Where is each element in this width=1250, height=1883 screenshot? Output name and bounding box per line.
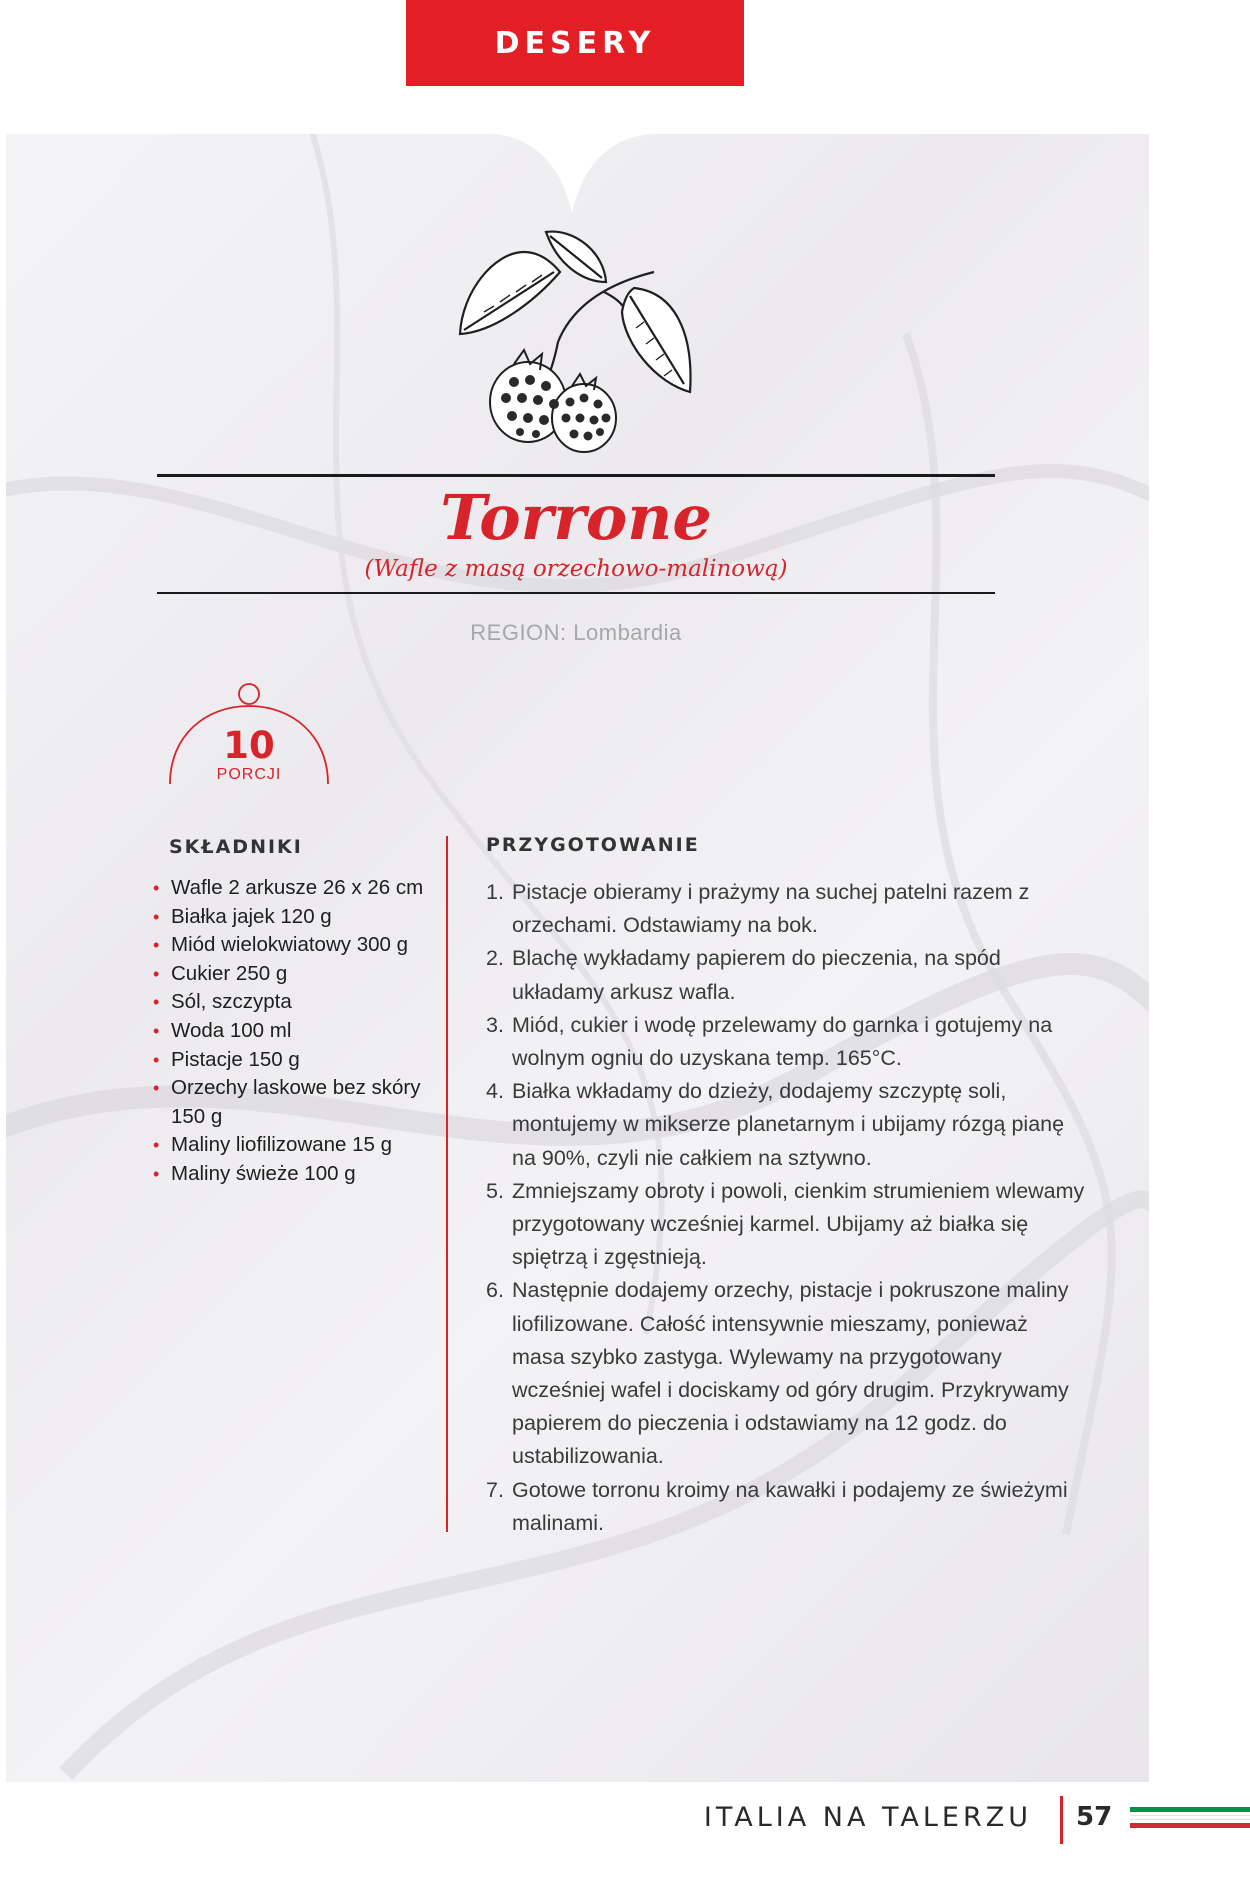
step-item: [486, 1009, 1086, 1075]
ingredient-item: • Pistacje 150 g: [150, 1046, 440, 1075]
step-item: [486, 876, 1086, 942]
ingredient-item: • Woda 100 ml: [150, 1017, 440, 1046]
ingredient-item: • Maliny liofilizowane 15 g: [150, 1131, 440, 1160]
section-tab: [406, 0, 744, 86]
recipe-title: Torrone: [440, 481, 712, 554]
portions-badge: [166, 680, 332, 790]
portions-label: PORCJI: [216, 766, 282, 783]
ingredient-item: • Cukier 250 g: [150, 960, 440, 989]
step-item: [486, 1274, 1086, 1473]
step-number: 3.: [486, 1012, 504, 1037]
flag-stripe-red: [1130, 1823, 1250, 1828]
preparation-steps: [486, 876, 1086, 1540]
ingredient-item: • Miód wielokwiatowy 300 g: [150, 931, 440, 960]
ingredient-item: • Orzechy laskowe bez skóry 150 g: [150, 1074, 440, 1131]
ingredient-item: • Maliny świeże 100 g: [150, 1160, 440, 1189]
ingredient-item: • Białka jajek 120 g: [150, 903, 440, 932]
portions-count: 10: [223, 724, 275, 767]
step-item: [486, 942, 1086, 1008]
recipe-subtitle: (Wafle z masą orzechowo-malinową): [364, 556, 788, 582]
step-text: Następnie dodajemy orzechy, pistacje i pokruszone maliny liofilizowane. Całość intensywnie mieszamy, ponieważ masa szybko zastyga. Wylewamy na przygotowany wcześniej wafel i dociskamy od góry drugim. Przykrywamy papierem do pieczenia i odstawiamy na 12 godz. do ustabilizowania.: [512, 1278, 1069, 1469]
step-number: 4.: [486, 1079, 504, 1104]
column-divider: [446, 836, 448, 1532]
italian-flag-stripes: [1130, 1807, 1250, 1831]
ingredients-heading: SKŁADNIKI: [169, 836, 303, 858]
step-item: [486, 1175, 1086, 1275]
ingredients-list: [150, 874, 440, 1189]
step-text: Zmniejszamy obroty i powoli, cienkim strumieniem wlewamy przygotowany wcześniej karmel. Ubijamy aż białka się spiętrzą i zgęstnieją.: [512, 1178, 1085, 1270]
step-number: 5.: [486, 1178, 504, 1203]
magazine-name: ITALIA NA TALERZU: [703, 1802, 1032, 1833]
recipe-region: REGION: Lombardia: [470, 620, 682, 645]
title-rule-top: [157, 474, 995, 477]
step-number: 1.: [486, 880, 504, 904]
step-text: Blachę wykładamy papierem do pieczenia, na spód układamy arkusz wafla.: [512, 946, 1001, 1004]
title-rule-bottom: [157, 592, 995, 594]
ingredient-item: • Wafle 2 arkusze 26 x 26 cm: [150, 874, 440, 903]
raspberry-illustration: [454, 222, 694, 462]
flag-stripe-white: [1130, 1815, 1250, 1820]
step-text: Białka wkładamy do dzieży, dodajemy szczyptę soli, montujemy w mikserze planetarnym i ubijamy rózgą pianę na 90%, czyli nie całkiem na sztywno.: [512, 1079, 1065, 1170]
step-number: 2.: [486, 946, 504, 971]
step-item: [486, 1474, 1086, 1540]
section-tab-label: DESERY: [494, 25, 656, 61]
step-number: 6.: [486, 1278, 504, 1303]
step-text: Pistacje obieramy i prażymy na suchej patelni razem z orzechami. Odstawiamy na bok.: [512, 880, 1030, 938]
flag-stripe-green: [1130, 1807, 1250, 1812]
footer-separator: [1060, 1796, 1063, 1844]
step-number: 7.: [486, 1477, 504, 1502]
step-text: Miód, cukier i wodę przelewamy do garnka i gotujemy na wolnym ogniu do uzyskana temp. 165°C.: [512, 1012, 1053, 1071]
step-text: Gotowe torronu kroimy na kawałki i podajemy ze świeżymi malinami.: [512, 1477, 1068, 1535]
step-item: [486, 1075, 1086, 1175]
page-number: 57: [1076, 1802, 1113, 1832]
preparation-heading: PRZYGOTOWANIE: [486, 834, 700, 856]
ingredient-item: • Sól, szczypta: [150, 988, 440, 1017]
